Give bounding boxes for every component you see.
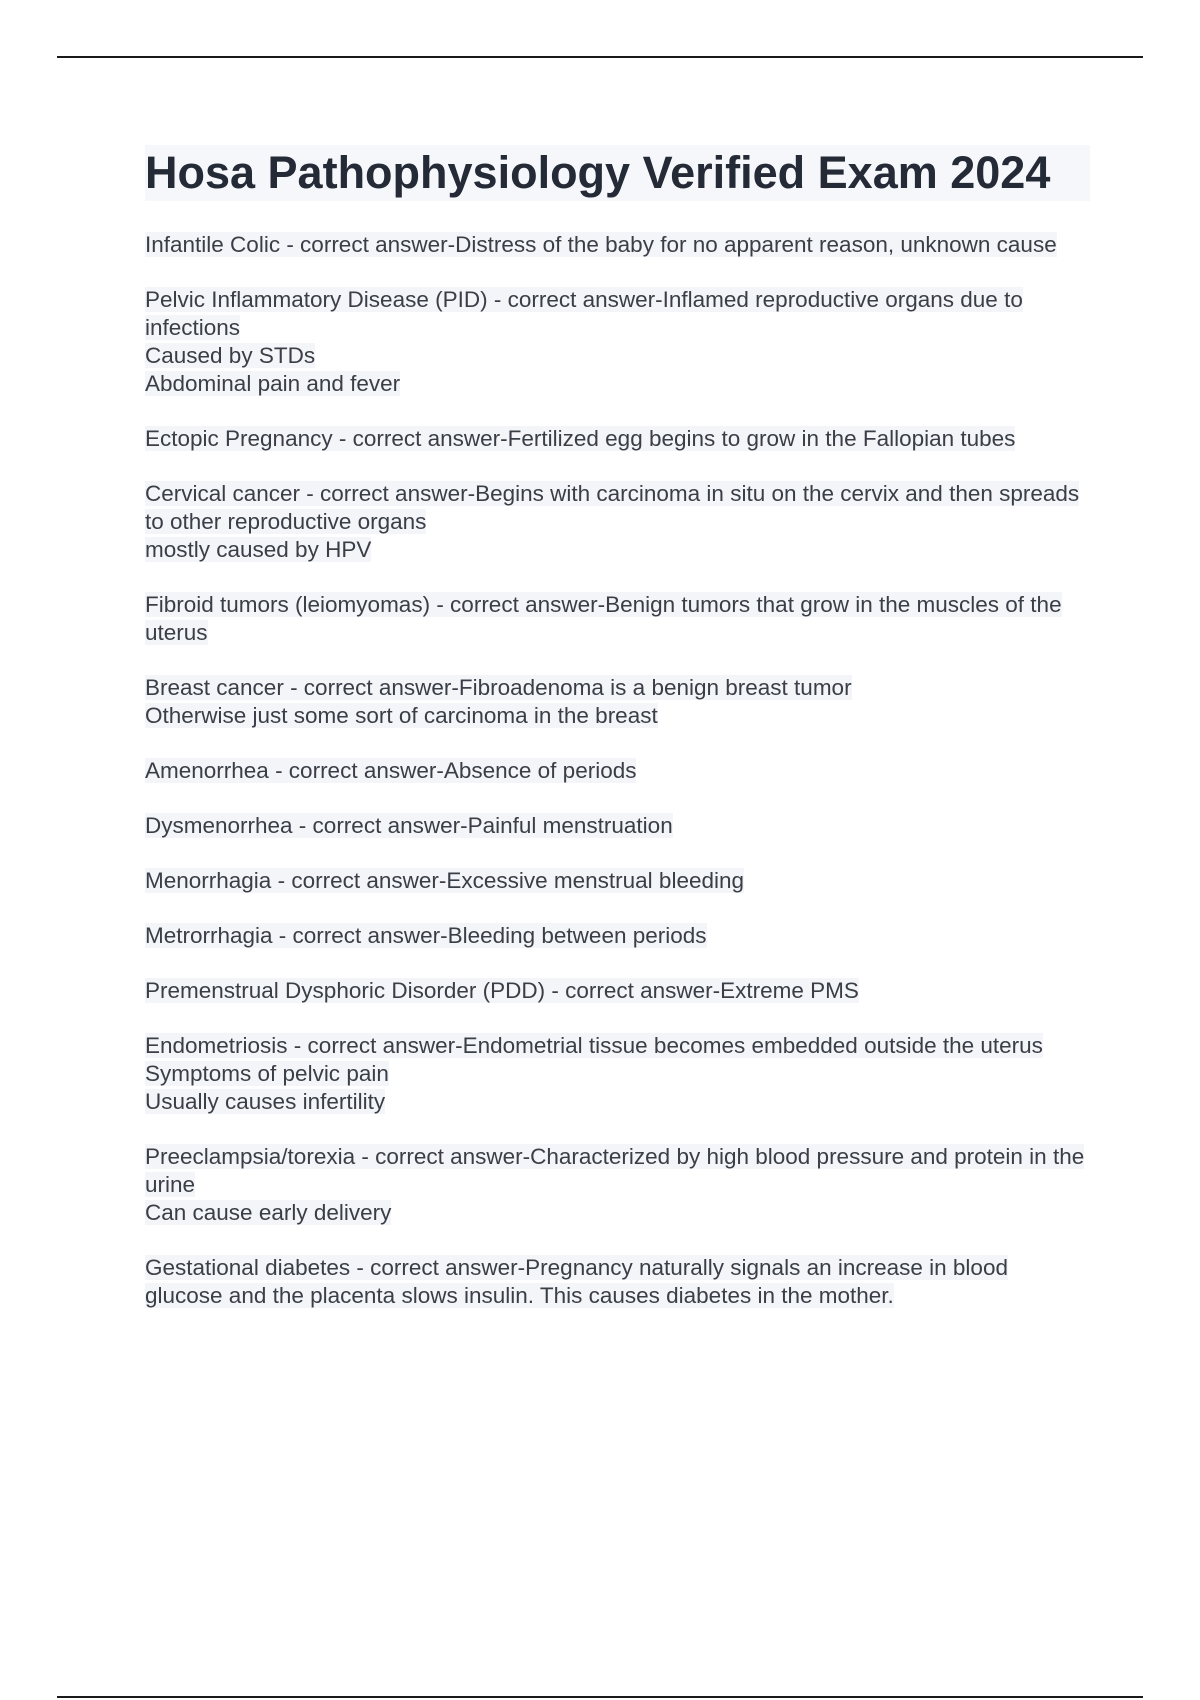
qa-entry-breast-cancer (145, 674, 1090, 730)
entry-text: Gestational diabetes - correct answer-Pregnancy naturally signals an increase in blood glucose and the placenta slows insulin. This causes diabetes in the mother. (145, 1255, 1008, 1308)
top-rule (57, 56, 1143, 58)
entry-text: Menorrhagia - correct answer-Excessive menstrual bleeding (145, 868, 745, 893)
entry-text: Pelvic Inflammatory Disease (PID) - correct answer-Inflamed reproductive organs due to infections (145, 287, 1023, 340)
entry-text: Metrorrhagia - correct answer-Bleeding between periods (145, 923, 707, 948)
qa-entry-pid (145, 286, 1090, 398)
qa-entry-ectopic-pregnancy (145, 425, 1090, 453)
document-body (145, 145, 1090, 1337)
qa-entry-fibroid-tumors (145, 591, 1090, 647)
entry-text: Ectopic Pregnancy - correct answer-Fertilized egg begins to grow in the Fallopian tubes (145, 426, 1016, 451)
document-title: Hosa Pathophysiology Verified Exam 2024 (145, 145, 1090, 201)
qa-entry-amenorrhea (145, 757, 1090, 785)
qa-entry-dysmenorrhea (145, 812, 1090, 840)
entry-text: Cervical cancer - correct answer-Begins with carcinoma in situ on the cervix and then spreads to other reproductive organs (145, 481, 1080, 534)
qa-entry-preeclampsia (145, 1143, 1090, 1227)
qa-entry-gestational-diabetes (145, 1254, 1090, 1310)
entry-text: Caused by STDs (145, 343, 316, 368)
entry-text: Infantile Colic - correct answer-Distress of the baby for no apparent reason, unknown cause (145, 232, 1057, 257)
entry-text: Abdominal pain and fever (145, 371, 401, 396)
entry-text: Endometriosis - correct answer-Endometrial tissue becomes embedded outside the uterus (145, 1033, 1043, 1058)
qa-entry-pdd (145, 977, 1090, 1005)
qa-entry-endometriosis (145, 1032, 1090, 1116)
entry-text: Breast cancer - correct answer-Fibroadenoma is a benign breast tumor (145, 675, 852, 700)
entry-text: Otherwise just some sort of carcinoma in the breast (145, 703, 658, 728)
qa-entry-infantile-colic (145, 231, 1090, 259)
entry-text: Amenorrhea - correct answer-Absence of periods (145, 758, 637, 783)
entry-text: Usually causes infertility (145, 1089, 386, 1114)
entry-text: Fibroid tumors (leiomyomas) - correct answer-Benign tumors that grow in the muscles of the uterus (145, 592, 1062, 645)
entry-text: Dysmenorrhea - correct answer-Painful menstruation (145, 813, 673, 838)
entry-text: Can cause early delivery (145, 1200, 392, 1225)
bottom-rule (57, 1696, 1143, 1698)
entry-text: mostly caused by HPV (145, 537, 372, 562)
qa-entry-menorrhagia (145, 867, 1090, 895)
entry-text: Symptoms of pelvic pain (145, 1061, 389, 1086)
entry-text: Premenstrual Dysphoric Disorder (PDD) - correct answer-Extreme PMS (145, 978, 859, 1003)
entry-text: Preeclampsia/torexia - correct answer-Characterized by high blood pressure and protein in the urine (145, 1144, 1085, 1197)
qa-entry-metrorrhagia (145, 922, 1090, 950)
qa-entry-cervical-cancer (145, 480, 1090, 564)
